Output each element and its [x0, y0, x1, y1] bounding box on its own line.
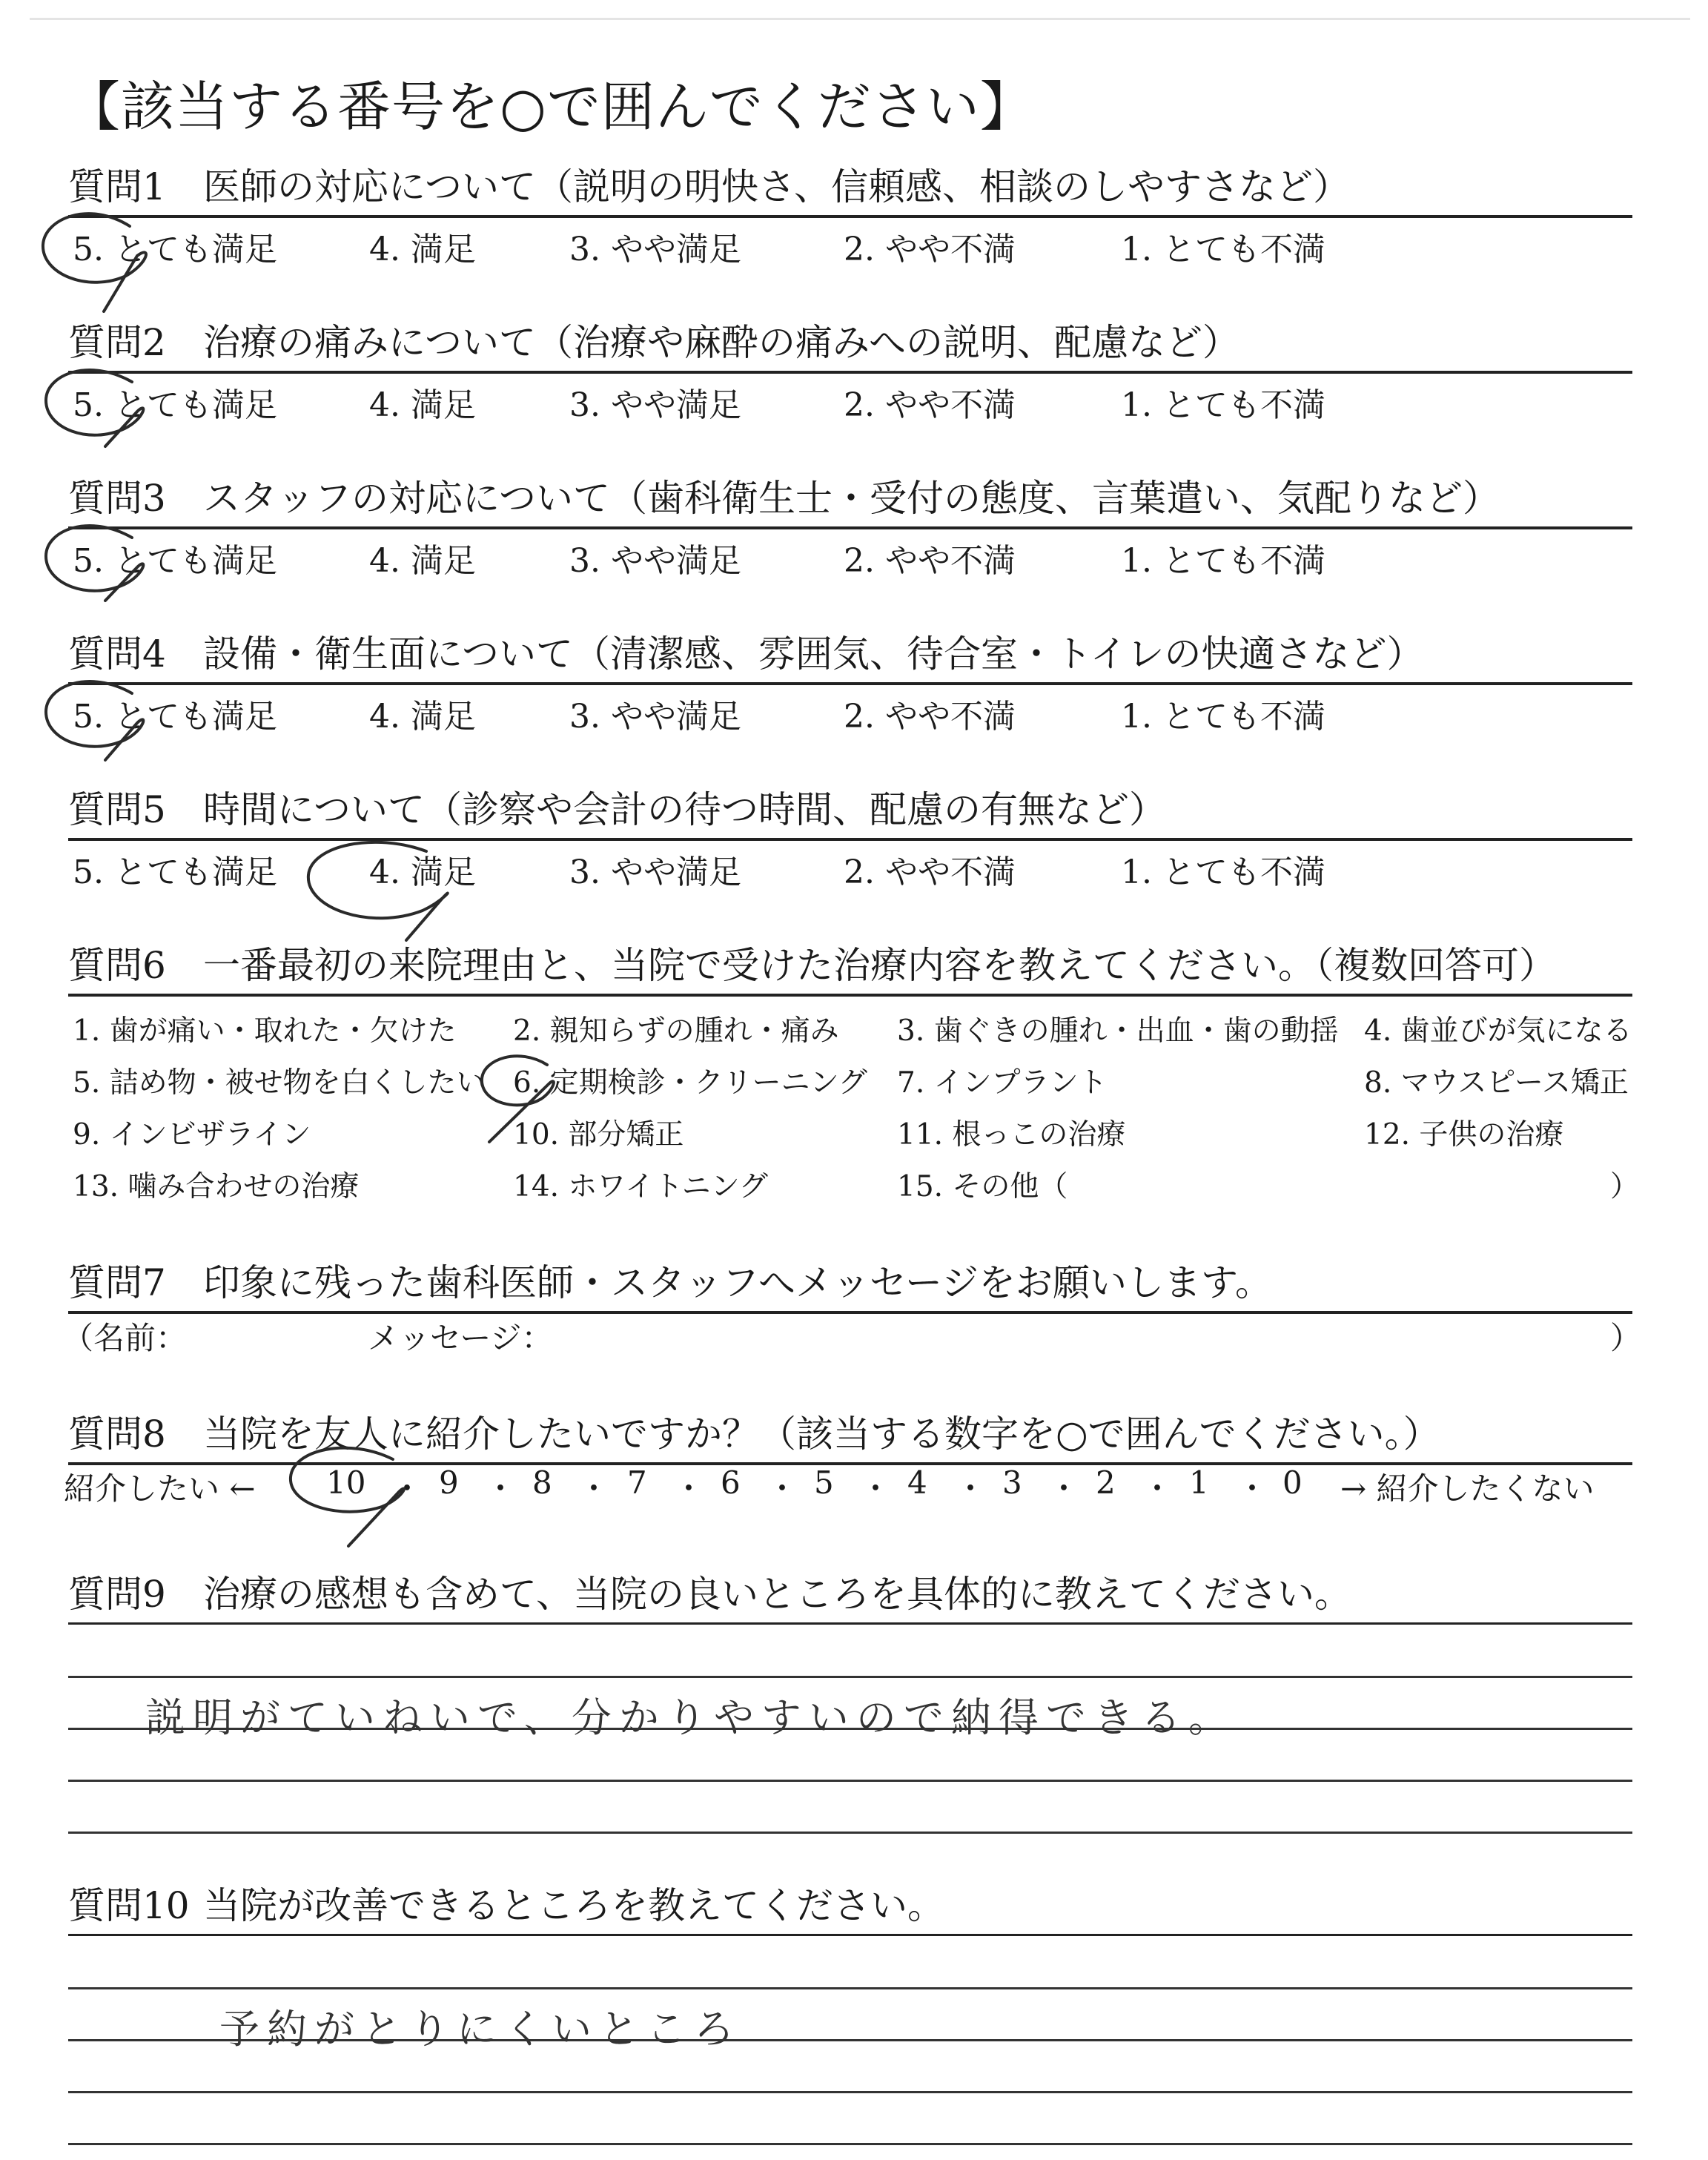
treatment-option-5[interactable]: 5. 詰め物・被せ物を白くしたい: [73, 1066, 486, 1100]
option-2[interactable]: 2. やや不満: [844, 231, 1016, 268]
treatment-option-7[interactable]: 7. インプラント: [897, 1066, 1108, 1100]
scale-10[interactable]: 10: [326, 1464, 366, 1501]
option-3[interactable]: 3. やや満足: [569, 231, 741, 268]
option-5[interactable]: 5. とても満足: [73, 386, 277, 424]
question-text: 当院を友人に紹介したいですか？（該当する数字を○で囲んでください。）: [203, 1413, 1440, 1456]
scale-separator: ・: [485, 1470, 517, 1507]
treatment-option-3[interactable]: 3. 歯ぐきの腫れ・出血・歯の動揺: [897, 1014, 1339, 1048]
q6-selection-circle: [482, 1056, 554, 1142]
scale-separator: ・: [391, 1470, 423, 1507]
question-text: 設備・衛生面について（清潔感、雰囲気、待合室・トイレの快適さなど）: [203, 633, 1424, 676]
q3-selection-circle: [46, 526, 143, 601]
question-text: 治療の感想も含めて、当院の良いところを具体的に教えてください。: [203, 1573, 1351, 1616]
option-2[interactable]: 2. やや不満: [844, 386, 1016, 424]
option-3[interactable]: 3. やや満足: [569, 386, 741, 424]
treatment-option-12[interactable]: 12. 子供の治療: [1364, 1118, 1564, 1152]
question-text: 医師の対応について（説明の明快さ、信頼感、相談のしやすさなど）: [203, 165, 1350, 208]
question-number: 質問6: [68, 944, 166, 987]
scale-0[interactable]: 0: [1282, 1464, 1302, 1501]
option-5[interactable]: 5. とても満足: [73, 853, 277, 891]
q1-selection-circle: [43, 214, 146, 311]
question-number: 質問7: [68, 1261, 166, 1304]
name-label: （名前：: [62, 1320, 188, 1356]
option-5[interactable]: 5. とても満足: [73, 698, 277, 736]
option-4[interactable]: 4. 満足: [369, 698, 476, 736]
scale-separator: ・: [1048, 1470, 1080, 1507]
question-text: スタッフの対応について（歯科衛生士・受付の態度、言葉遣い、気配りなど）: [203, 477, 1500, 520]
q4-selection-circle: [46, 681, 143, 760]
option-4[interactable]: 4. 満足: [369, 386, 476, 424]
question-number: 質問2: [68, 321, 166, 364]
question-number: 質問1: [68, 165, 166, 208]
option-4[interactable]: 4. 満足: [369, 231, 476, 268]
scale-2[interactable]: 2: [1096, 1464, 1116, 1501]
q10-handwritten-answer[interactable]: 予約がとりにくいところ: [219, 2006, 741, 2052]
other-close-paren: ）: [1610, 1170, 1640, 1203]
question-text: 一番最初の来院理由と、当院で受けた治療内容を教えてください。（複数回答可）: [203, 944, 1556, 987]
message-label: メッセージ：: [368, 1320, 553, 1356]
question-number: 質問4: [68, 633, 166, 676]
q9-handwritten-answer[interactable]: 説明がていねいで、分かりやすいので納得できる。: [145, 1694, 1236, 1741]
scale-separator: ・: [955, 1470, 987, 1507]
q8-selection-circle: [291, 1448, 404, 1546]
question-number: 質問8: [68, 1413, 166, 1456]
treatment-option-13[interactable]: 13. 噛み合わせの治療: [73, 1170, 360, 1203]
treatment-option-6[interactable]: 6. 定期検診・クリーニング: [513, 1066, 867, 1100]
q2-selection-circle: [46, 370, 143, 446]
treatment-option-9[interactable]: 9. インビザライン: [73, 1118, 311, 1152]
scale-separator: ・: [1237, 1470, 1268, 1507]
option-5[interactable]: 5. とても満足: [73, 542, 277, 580]
treatment-option-2[interactable]: 2. 親知らずの腫れ・痛み: [513, 1014, 839, 1048]
option-1[interactable]: 1. とても不満: [1121, 231, 1325, 268]
option-1[interactable]: 1. とても不満: [1121, 698, 1325, 736]
treatment-option-11[interactable]: 11. 根っこの治療: [897, 1118, 1126, 1152]
option-2[interactable]: 2. やや不満: [844, 698, 1016, 736]
option-1[interactable]: 1. とても不満: [1121, 853, 1325, 891]
scale-7[interactable]: 7: [627, 1464, 647, 1501]
option-3[interactable]: 3. やや満足: [569, 698, 741, 736]
scale-separator: ・: [578, 1470, 610, 1507]
treatment-option-4[interactable]: 4. 歯並びが気になる: [1364, 1014, 1632, 1048]
treatment-option-10[interactable]: 10. 部分矯正: [513, 1118, 684, 1152]
treatment-option-1[interactable]: 1. 歯が痛い・取れた・欠けた: [73, 1014, 457, 1048]
option-3[interactable]: 3. やや満足: [569, 542, 741, 580]
recommend-label: 紹介したい ←: [64, 1470, 256, 1507]
treatment-option-8[interactable]: 8. マウスピース矯正: [1364, 1066, 1629, 1100]
scale-3[interactable]: 3: [1002, 1464, 1022, 1501]
option-3[interactable]: 3. やや満足: [569, 853, 741, 891]
question-text: 印象に残った歯科医師・スタッフへメッセージをお願いします。: [203, 1261, 1272, 1304]
question-number: 質問10: [68, 1884, 190, 1927]
option-5[interactable]: 5. とても満足: [73, 231, 277, 268]
question-number: 質問5: [68, 788, 166, 831]
scale-separator: ・: [673, 1470, 705, 1507]
option-1[interactable]: 1. とても不満: [1121, 386, 1325, 424]
scale-6[interactable]: 6: [721, 1464, 741, 1501]
scale-9[interactable]: 9: [439, 1464, 459, 1501]
question-text: 治療の痛みについて（治療や麻酔の痛みへの説明、配慮など）: [203, 321, 1239, 364]
question-number: 質問3: [68, 477, 166, 520]
option-4[interactable]: 4. 満足: [369, 542, 476, 580]
not-recommend-label: → 紹介したくない: [1340, 1470, 1595, 1507]
scale-separator: ・: [860, 1470, 892, 1507]
option-2[interactable]: 2. やや不満: [844, 542, 1016, 580]
option-1[interactable]: 1. とても不満: [1121, 542, 1325, 580]
page-title: 【該当する番号を○で囲んでください】: [67, 76, 1034, 138]
q5-selection-circle: [308, 842, 448, 940]
scale-5[interactable]: 5: [814, 1464, 834, 1501]
question-text: 時間について（診察や会計の待つ時間、配慮の有無など）: [203, 788, 1166, 831]
scale-separator: ・: [767, 1470, 798, 1507]
option-4[interactable]: 4. 満足: [369, 853, 476, 891]
question-text: 当院が改善できるところを教えてください。: [203, 1884, 944, 1927]
option-2[interactable]: 2. やや不満: [844, 853, 1016, 891]
scale-8[interactable]: 8: [532, 1464, 552, 1501]
treatment-option-15[interactable]: 15. その他（: [897, 1170, 1068, 1203]
treatment-option-14[interactable]: 14. ホワイトニング: [513, 1170, 768, 1203]
message-close-paren: ）: [1610, 1320, 1642, 1356]
scale-4[interactable]: 4: [907, 1464, 927, 1501]
question-number: 質問9: [68, 1573, 166, 1616]
scale-separator: ・: [1142, 1470, 1174, 1507]
scale-1[interactable]: 1: [1189, 1464, 1209, 1501]
